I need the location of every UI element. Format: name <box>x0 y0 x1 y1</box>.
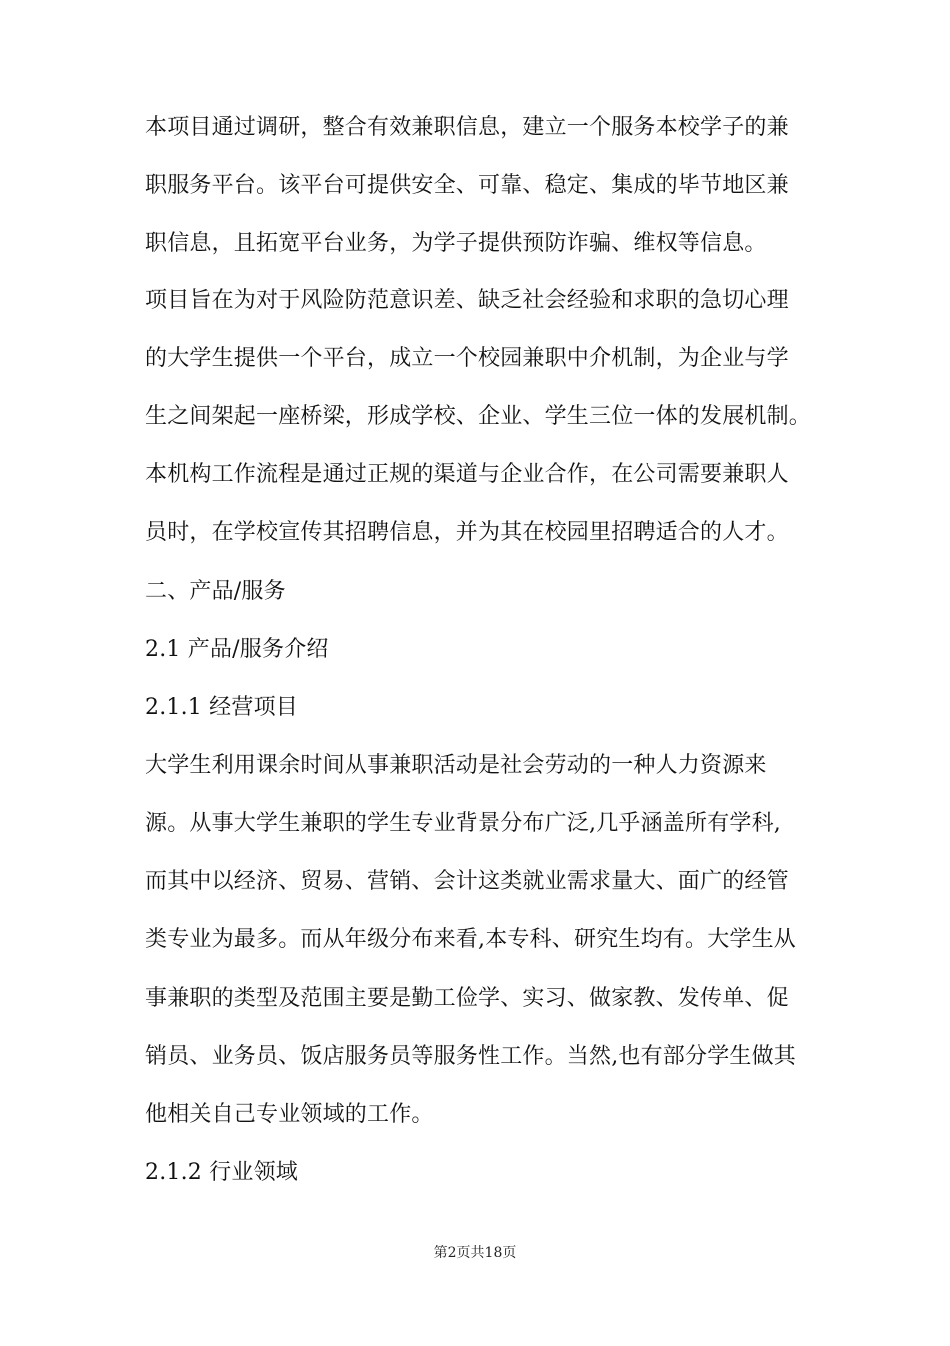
body-line: 销员、业务员、饭店服务员等服务性工作。当然,也有部分学生做其 <box>145 1044 796 1069</box>
body-line: 本机构工作流程是通过正规的渠道与企业合作，在公司需要兼职人 <box>145 462 789 487</box>
body-line: 类专业为最多。而从年级分布来看,本专科、研究生均有。大学生从 <box>145 927 796 952</box>
body-line: 生之间架起一座桥梁，形成学校、企业、学生三位一体的发展机制。 <box>145 404 812 429</box>
subsection-heading: 2.1 产品/服务介绍 <box>145 637 329 662</box>
section-heading: 二、产品/服务 <box>145 579 286 604</box>
body-line: 而其中以经济、贸易、营销、会计这类就业需求量大、面广的经管 <box>145 869 789 894</box>
body-line: 本项目通过调研，整合有效兼职信息，建立一个服务本校学子的兼 <box>145 115 789 140</box>
body-line: 事兼职的类型及范围主要是勤工俭学、实习、做家教、发传单、促 <box>145 986 789 1011</box>
body-line: 他相关自己专业领域的工作。 <box>145 1102 434 1127</box>
subsubsection-heading: 2.1.1 经营项目 <box>145 695 298 720</box>
body-line: 的大学生提供一个平台，成立一个校园兼职中介机制，为企业与学 <box>145 346 789 371</box>
subsubsection-heading: 2.1.2 行业领域 <box>145 1160 298 1185</box>
body-line: 大学生利用课余时间从事兼职活动是社会劳动的一种人力资源来 <box>145 753 767 778</box>
body-line: 职信息，且拓宽平台业务，为学子提供预防诈骗、维权等信息。 <box>145 231 767 256</box>
page-number-footer: 第2页共18页 <box>433 1245 517 1261</box>
body-line: 员时，在学校宣传其招聘信息，并为其在校园里招聘适合的人才。 <box>145 520 789 545</box>
body-line: 项目旨在为对于风险防范意识差、缺乏社会经验和求职的急切心理 <box>145 288 789 313</box>
body-line: 职服务平台。该平台可提供安全、可靠、稳定、集成的毕节地区兼 <box>145 173 789 198</box>
body-line: 源。从事大学生兼职的学生专业背景分布广泛,几乎涵盖所有学科, <box>145 811 781 836</box>
